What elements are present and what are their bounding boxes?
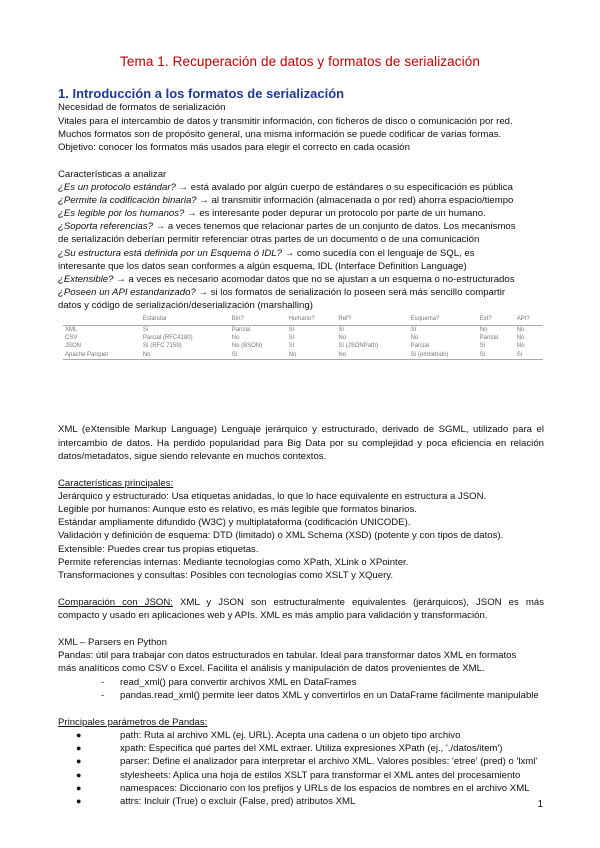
table-cell: XML <box>65 327 78 333</box>
table-cell: Sí <box>515 351 543 360</box>
table-cell: Sí <box>288 343 295 350</box>
table-cell: No <box>287 351 337 360</box>
table-cell: Sí (JSONPath) <box>338 343 379 350</box>
bullet-dot: ● <box>76 783 82 793</box>
table-cell: Sí <box>230 351 287 360</box>
char-item: de serialización deberían permitir referenciar otras partes de un documento o de una comunicación <box>58 234 480 245</box>
main-char-item: Extensible: Puedes crear tus propias etiquetas. <box>58 544 259 555</box>
char-item: ¿Es un protocolo estándar? → está avalado por algún cuerpo de estándares o su especificación es pública <box>58 182 513 193</box>
table-cell: Parcial <box>410 343 430 350</box>
table-cell: No <box>141 351 230 360</box>
table-cell: Apache Parquet <box>63 351 141 360</box>
main-char-item: Transformaciones y consultas: Posibles con tecnologías como XSLT y XQuery. <box>58 570 394 581</box>
main-char-item: Legible por humanos: Aunque esto es relativo, es más legible que formatos binarios. <box>58 504 417 515</box>
table-cell: JSON <box>65 343 82 350</box>
need-line-2: Muchos formatos son de propósito general, una misma información se puede codificar de varias formas. <box>58 129 502 140</box>
parsers-title: XML – Parsers en Python <box>58 637 167 648</box>
table-cell: Sí (embebido) <box>409 351 478 360</box>
pandas-param-item: parser: Define el analizador para interpretar el archivo XML. Valores posibles: 'etree' (pred) o 'lxml' <box>120 756 538 767</box>
main-char-item: Estándar ampliamente difundido (W3C) y multiplataforma (codificación UNICODE). <box>58 517 411 528</box>
table-row <box>63 334 543 342</box>
table-row <box>63 342 543 350</box>
need-line-3: Objetivo: conocer los formatos más usados para elegir el correcto en cada ocasión <box>58 142 410 153</box>
bullet-dot: ● <box>76 743 82 753</box>
xml-paragraph-line: XML (eXtensible Markup Language) Lenguaje jerárquico y estructurado, derivado de SGML, utilizado para el <box>58 424 544 435</box>
char-item: ¿Su estructura está definida por un Esquema ó IDL? → como sucedía con el lenguaje de SQL, es <box>58 248 475 259</box>
main-chars-title: Características principales: <box>58 478 174 489</box>
table-cell: No <box>336 351 408 360</box>
bullet-dot: ● <box>76 770 82 780</box>
table-cell: Parcial <box>231 327 251 333</box>
pandas-param-item: namespaces: Diccionario con los prefijos y URLs de los espacios de nombres en el archivo XML <box>120 783 530 794</box>
table-header-row <box>63 314 543 326</box>
table-cell: No <box>516 343 525 350</box>
parsers-subitem: pandas.read_xml() permite leer datos XML y convertirlos en un DataFrame fácilmente manipulable <box>120 690 539 701</box>
table-header-cell: Humano? <box>287 314 337 326</box>
char-item: ¿Poseen un API estandarizado? → si los formatos de serialización lo poseen será más sencillo compartir <box>58 287 506 298</box>
char-title: Características a analizar <box>58 169 167 180</box>
table-cell: Sí <box>288 335 295 342</box>
table-cell: Parcial <box>479 335 499 342</box>
table-cell: No <box>479 327 488 333</box>
xml-paragraph-line: datos/metadatos, sigue siendo relevante en muchos contextos. <box>58 451 327 462</box>
parsers-line-1: Pandas: útil para trabajar con datos estructurados en tabular. Ideal para transformar datos XML en formatos <box>58 650 517 661</box>
page-number: 1 <box>537 799 543 810</box>
char-item: datos y código de serialización/deserialización (marshalling) <box>58 300 313 311</box>
table-cell: Sí <box>338 327 345 333</box>
table-cell: No (BSON) <box>231 343 263 350</box>
need-title: Necesidad de formatos de serialización <box>58 102 226 113</box>
json-comparison-line-1: Comparación con JSON: XML y JSON son estructuralmente equivalentes (jerárquicos), JSON es más <box>58 597 544 608</box>
char-item: ¿Soporta referencias? → a veces tenemos que relacionar partes de un conjunto de datos. Los mecanismos <box>58 221 516 232</box>
pandas-param-item: attrs: Incluir (True) o excluir (False, pred) atributos XML <box>120 796 356 807</box>
char-item: ¿Extensible? → a veces es necesario acomodar datos que no se ajustan a un esquema o no-estructurados <box>58 274 515 285</box>
table-row <box>63 326 543 335</box>
table-header-cell: API? <box>515 314 543 326</box>
main-char-item: Jerárquico y estructurado: Usa etiquetas anidadas, lo que lo hace equivalente en estructura a JSON. <box>58 491 487 502</box>
table-header-cell: Ref? <box>336 314 408 326</box>
pandas-param-item: stylesheets: Aplica una hoja de estilos XSLT para transformar el XML antes del procesamiento <box>120 770 521 781</box>
table-header-cell: Estándar <box>141 314 230 326</box>
parsers-subitem: read_xml() para convertir archivos XML en DataFrames <box>120 677 357 688</box>
pandas-param-item: path: Ruta al archivo XML (ej. URL). Acepta una cadena o un objeto tipo archivo <box>120 730 461 741</box>
main-char-item: Validación y definición de esquema: DTD (limitado) o XML Schema (XSD) (potente y con tipos de datos). <box>58 530 504 541</box>
table-header-cell: Esquema? <box>409 314 478 326</box>
dash-bullet: - <box>101 677 105 688</box>
table-header-cell: Bin? <box>230 314 287 326</box>
table-header-cell <box>63 314 141 326</box>
table-cell: Sí (RFC 7159) <box>142 343 182 350</box>
table-cell: Parcial (RFC4180) <box>142 335 193 342</box>
table-cell: Sí <box>410 327 417 333</box>
pandas-param-item: xpath: Especifica qué partes del XML extraer. Utiliza expresiones XPath (ej., './datos/item') <box>120 743 503 754</box>
document-title: Tema 1. Recuperación de datos y formatos de serialización <box>120 54 480 69</box>
bullet-dot: ● <box>76 796 82 806</box>
xml-paragraph-line: intercambio de datos. Ha perdido popularidad para Big Data por su complejidad y poca eficiencia en relación <box>58 438 544 449</box>
table-cell: No <box>516 335 525 342</box>
main-char-item: Permite referencias internas: Mediante tecnologías como XPath, XLink o XPointer. <box>58 557 409 568</box>
char-item: interesante que los datos sean conformes a algún esquema, IDL (Interface Definition Language) <box>58 261 467 272</box>
table-cell: Sí <box>142 327 149 333</box>
table-cell: No <box>231 335 240 342</box>
pandas-params-title: Principales parámetros de Pandas: <box>58 717 208 728</box>
char-item: ¿Permite la codificación binaria? → al transmitir información (almacenada o por red) ahorra espacio/tiempo <box>58 195 514 206</box>
table-cell: No <box>410 335 419 342</box>
section-heading: 1. Introducción a los formatos de serialización <box>58 86 345 101</box>
table-cell: Sí <box>478 351 515 360</box>
parsers-line-2: más analíticos como CSV o Excel. Facilita el análisis y manipulación de datos provenientes de XML. <box>58 663 485 674</box>
dash-bullet: - <box>101 690 105 701</box>
table-row <box>63 351 543 360</box>
bullet-dot: ● <box>76 756 82 766</box>
comparison-table <box>63 314 543 360</box>
bullet-dot: ● <box>76 730 82 740</box>
table-cell: Sí <box>288 327 295 333</box>
table-cell: Sí <box>479 343 486 350</box>
char-item: ¿Es legible por los humanos? → es interesante poder depurar un protocolo por parte de un humano. <box>58 208 486 219</box>
table-cell: No <box>338 335 347 342</box>
json-comparison-line-2: compacto y usado en aplicaciones web y APIs. XML es más amplio para validación y transformación. <box>58 610 488 621</box>
table-cell: No <box>516 327 525 333</box>
need-line-1: Vitales para el intercambio de datos y transmitir información, con ficheros de disco o comunicación por red. <box>58 116 513 127</box>
table-header-cell: Ext? <box>478 314 515 326</box>
table-cell: CSV <box>65 335 78 342</box>
